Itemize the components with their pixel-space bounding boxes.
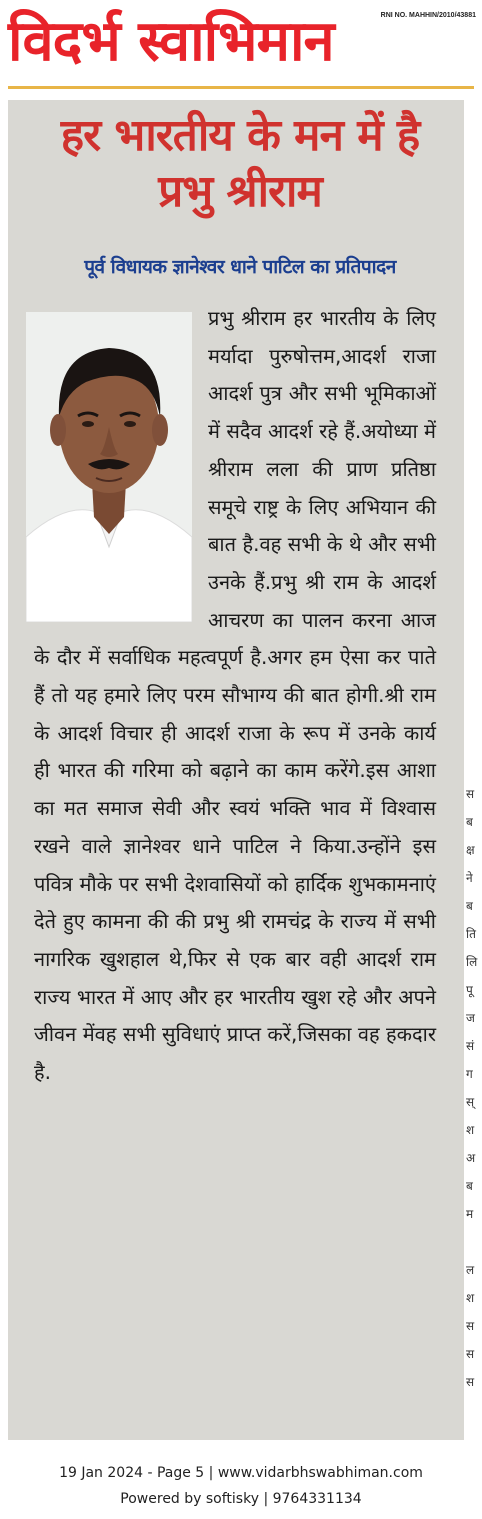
edge-fragment: श: [466, 1123, 475, 1137]
edge-fragment: ब: [466, 1179, 473, 1193]
article-body: [34, 300, 436, 1092]
masthead-divider: [8, 86, 474, 89]
article-headline: हर भारतीय के मन में है प्रभु श्रीराम: [60, 110, 420, 217]
edge-fragment: स: [466, 1347, 475, 1361]
edge-fragment: स: [466, 1375, 475, 1389]
edge-fragment: ल: [466, 1263, 475, 1277]
edge-fragment: क्ष: [466, 843, 475, 857]
edge-fragment: लि: [466, 955, 478, 969]
page-footer: [0, 1460, 482, 1512]
footer-credit: Powered by softisky | 9764331134: [120, 1491, 362, 1507]
rni-number: RNI NO. MAHHIN/2010/43881: [380, 12, 476, 19]
edge-fragment: ने: [466, 871, 473, 885]
edge-fragment: पू: [466, 983, 473, 997]
edge-fragment: म: [466, 1207, 474, 1221]
edge-fragment: ब: [466, 815, 473, 829]
photo-wrap-space: [34, 300, 208, 632]
footer-date-site: 19 Jan 2024 - Page 5 | www.vidarbhswabhiman.com: [59, 1465, 423, 1481]
edge-fragment: अ: [466, 1151, 476, 1165]
edge-fragment: ब: [466, 899, 473, 913]
edge-fragment: श: [466, 1291, 475, 1305]
edge-fragment: ग: [466, 1067, 473, 1081]
masthead: [0, 0, 482, 92]
newspaper-logo: विदर्भ स्वाभिमान: [8, 9, 334, 74]
adjacent-column-fragment: [466, 780, 482, 1420]
edge-fragment: ति: [466, 927, 476, 941]
article-subhead: पूर्व विधायक ज्ञानेश्वर धाने पाटिल का प्रतिपादन: [84, 256, 396, 278]
edge-fragment: स: [466, 787, 475, 801]
edge-fragment: स्: [466, 1095, 475, 1109]
edge-fragment: [466, 1228, 482, 1256]
edge-fragment: सं: [466, 1039, 475, 1053]
article-body-text: प्रभु श्रीराम हर भारतीय के लिए मर्यादा पुरुषोत्तम,आदर्श राजा आदर्श पुत्र और सभी भूमिकाओं में सदैव आदर्श रहे हैं.अयोध्या में श्रीराम लला की प्राण प्रतिष्ठा समूचे राष्ट्र के लिए अभियान की बात है.वह सभी के थे और सभी उनके हैं.प्रभु श्री राम के आदर्श आचरण का पालन करना आज के दौर में सर्वाधिक महत्वपूर्ण है.अगर हम ऐसा कर पाते हैं तो यह हमारे लिए परम सौभाग्य की बात होगी.श्री राम के आदर्श विचार ही आदर्श राजा के रूप में उनके कार्य ही भारत की गरिमा को बढ़ाने का काम करेंगे.इस आशा का मत समाज सेवी और स्वयं भक्ति भाव में विश्वास रखने वाले ज्ञानेश्वर धाने पाटिल ने किया.उन्होंने इस पवित्र मौके पर सभी देशवासियों को हार्दिक शुभकामनाएं देते हुए कामना की की प्रभु श्री रामचंद्र के राज्य में सभी नागरिक खुशहाल थे,फिर से एक बार वही आदर्श राम राज्य भारत में आए और हर भारतीय खुश रहे और अपने जीवन मेंवह सभी सुविधाएं प्राप्त करें,जिसका वह हकदार है.: [34, 306, 436, 1085]
edge-fragment: ज: [466, 1011, 475, 1025]
edge-fragment: स: [466, 1319, 475, 1333]
